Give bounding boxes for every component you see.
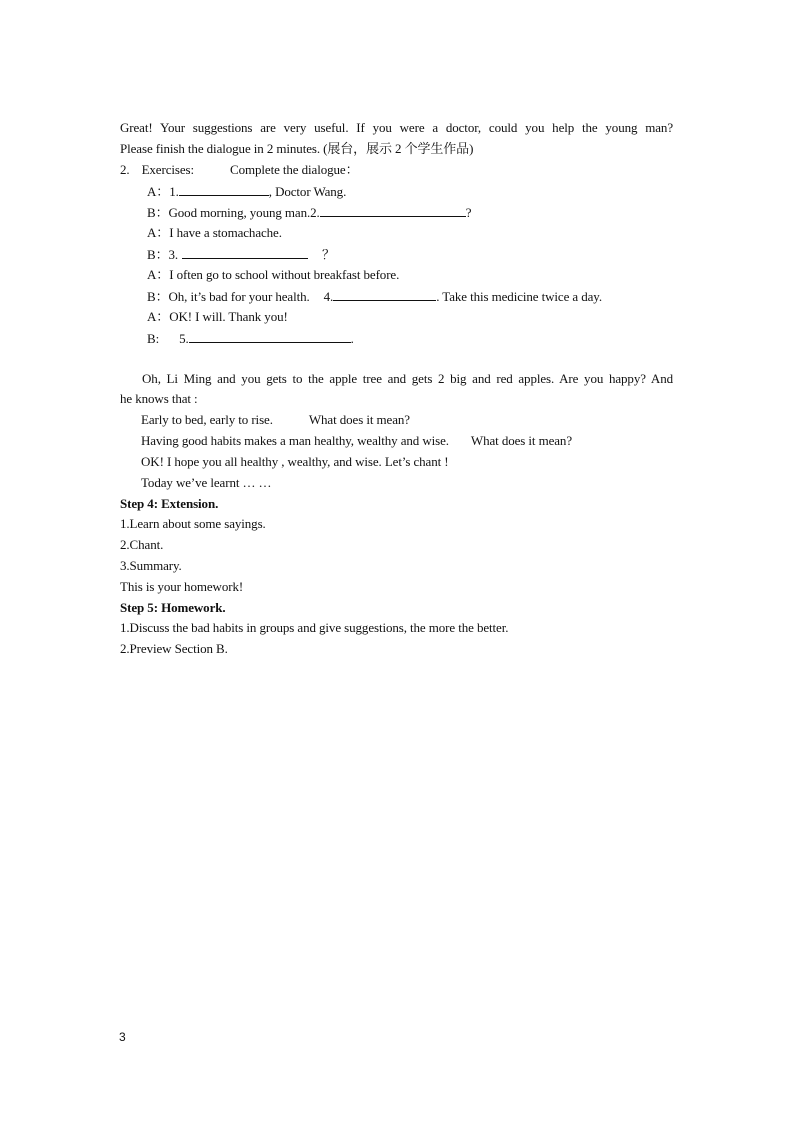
step4-note: This is your homework! (120, 579, 244, 594)
dialogue-text: Good morning, young man.2. (168, 205, 320, 220)
dialogue-text: . Take this medicine twice a day. (436, 289, 603, 304)
dialogue-text: 1. (169, 184, 179, 199)
dialogue-text: ？ (322, 247, 335, 262)
dialogue-text: 3. (168, 247, 179, 262)
story-line-2: he knows that : (120, 391, 198, 406)
dialogue-line-1 (147, 183, 346, 200)
dialogue-line-4 (147, 246, 335, 263)
answer-blank-5[interactable] (189, 330, 351, 343)
step4-title: Step 4: Extension. (120, 496, 219, 511)
step5-item-2: 2.Preview Section B. (120, 641, 228, 656)
question-text: What does it mean? (470, 433, 572, 448)
page-number: 3 (119, 1030, 126, 1044)
step4-item-2: 2.Chant. (120, 537, 164, 552)
answer-blank-3[interactable] (182, 246, 308, 259)
saying-line-1 (141, 412, 410, 428)
speaker-label: B： (147, 247, 169, 262)
exercise-task: Complete the dialogue： (230, 162, 359, 177)
saying-text: Having good habits makes a man healthy, wealthy and wise. (141, 433, 449, 448)
dialogue-text: 4. (323, 289, 334, 304)
answer-blank-2[interactable] (320, 204, 466, 217)
dialogue-line-6 (147, 288, 602, 305)
dialogue-text: Oh, it’s bad for your health. (168, 289, 310, 304)
saying-line-2 (141, 433, 572, 449)
speaker-label: A： (147, 267, 170, 282)
intro-line-2: Please finish the dialogue in 2 minutes. (展台，展示 2 个学生作品) (120, 141, 474, 156)
answer-blank-1[interactable] (179, 183, 269, 196)
dialogue-line-7 (147, 309, 288, 325)
saying-text: Early to bed, early to rise. (141, 412, 273, 427)
question-text: What does it mean? (308, 412, 410, 427)
dialogue-text: OK! I will. Thank you! (169, 309, 288, 324)
exercise-number: 2. (120, 162, 130, 177)
dialogue-text: ? (465, 205, 472, 220)
dialogue-line-8 (147, 330, 354, 347)
dialogue-line-3 (147, 225, 282, 241)
dialogue-line-2 (147, 204, 471, 221)
exercise-header (120, 162, 359, 178)
speaker-label: B: (147, 331, 160, 346)
learnt-line: Today we’ve learnt … … (141, 475, 272, 490)
speaker-label: A： (147, 309, 170, 324)
story-line-1: Oh, Li Ming and you gets to the apple tree and gets 2 big and red apples. Are you happy? And (142, 371, 673, 386)
dialogue-line-5 (147, 267, 399, 283)
intro-line-1: Great! Your suggestions are very useful. If you were a doctor, could you help the young man? (120, 120, 673, 135)
dialogue-text: I often go to school without breakfast before. (169, 267, 400, 282)
hope-line: OK! I hope you all healthy , wealthy, and wise. Let’s chant ! (141, 454, 449, 469)
speaker-label: A： (147, 184, 170, 199)
step4-item-1: 1.Learn about some sayings. (120, 516, 266, 531)
dialogue-text: I have a stomachache. (169, 225, 282, 240)
exercise-label: Exercises: (141, 162, 194, 177)
dialogue-text: 5. (179, 331, 189, 346)
dialogue-text: , Doctor Wang. (268, 184, 347, 199)
answer-blank-4[interactable] (333, 288, 436, 301)
dialogue-text: . (350, 331, 354, 346)
speaker-label: B： (147, 205, 169, 220)
step5-item-1: 1.Discuss the bad habits in groups and give suggestions, the more the better. (120, 620, 509, 635)
step5-title: Step 5: Homework. (120, 600, 226, 615)
speaker-label: A： (147, 225, 170, 240)
speaker-label: B： (147, 289, 169, 304)
step4-item-3: 3.Summary. (120, 558, 182, 573)
